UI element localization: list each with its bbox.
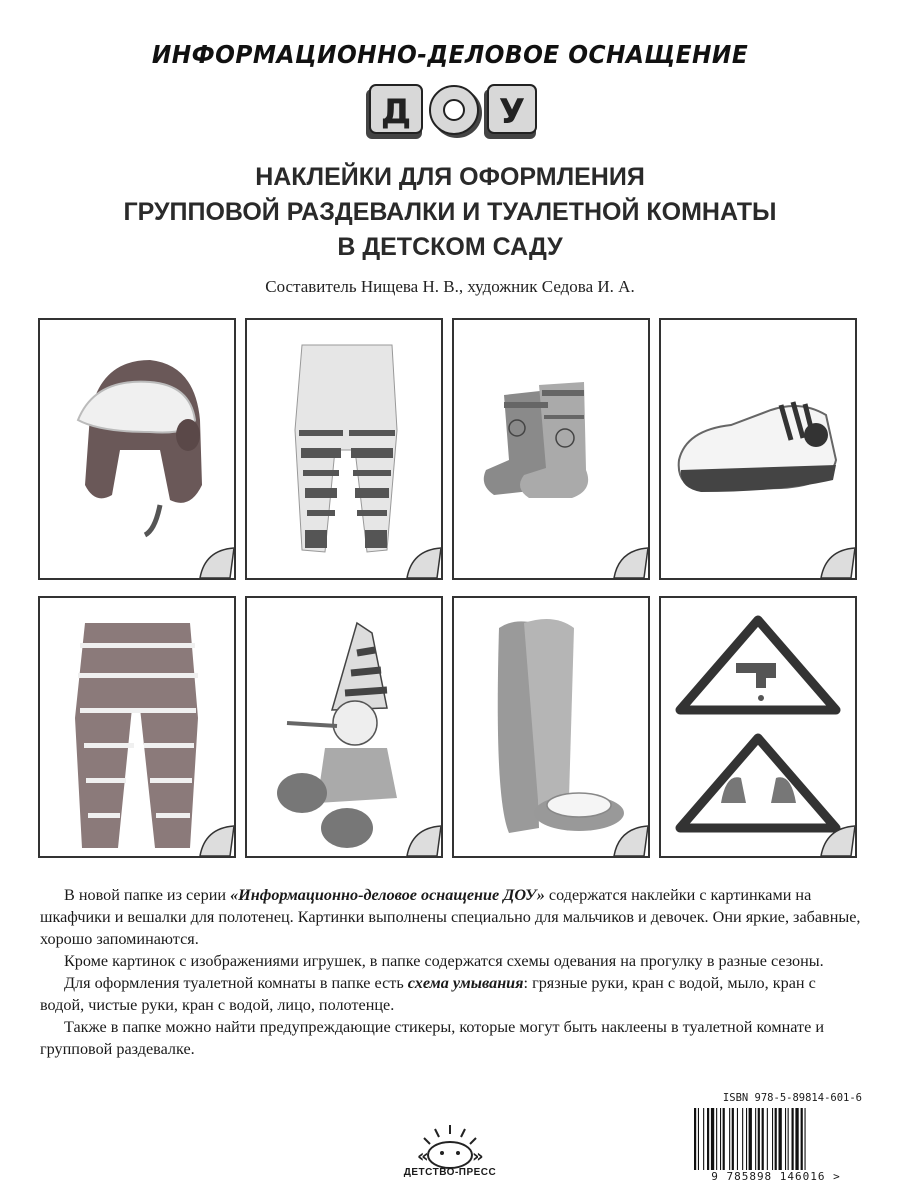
hat-icon bbox=[40, 320, 234, 578]
pinocchio-doll-icon bbox=[247, 598, 441, 856]
description-paragraph-4: Также в папке можно найти предупреждающие стикеры, которые могут быть наклеены в туалетной комнате и групповой раздевалке. bbox=[40, 1018, 824, 1058]
sticker-socks bbox=[452, 318, 650, 580]
title-line-3: В ДЕТСКОМ САДУ bbox=[337, 233, 563, 261]
title-line-2: ГРУППОВОЙ РАЗДЕВАЛКИ И ТУАЛЕТНОЙ КОМНАТЫ bbox=[123, 198, 777, 226]
sticker-pants bbox=[38, 596, 236, 858]
barcode bbox=[690, 1108, 862, 1170]
isbn: ISBN 978-5-89814-601-6 bbox=[722, 1092, 862, 1104]
svg-text:«: « bbox=[417, 1146, 429, 1167]
series-name-emphasis: «Информационно-деловое оснащение ДОУ» bbox=[230, 886, 545, 904]
page-title bbox=[0, 160, 900, 265]
series-title: ИНФОРМАЦИОННО-ДЕЛОВОЕ ОСНАЩЕНИЕ bbox=[151, 40, 749, 69]
svg-text:Д: Д bbox=[380, 92, 412, 132]
description bbox=[40, 884, 862, 1060]
sticker-hat bbox=[38, 318, 236, 580]
sneakers-icon bbox=[661, 320, 855, 578]
title-line-1: НАКЛЕЙКИ ДЛЯ ОФОРМЛЕНИЯ bbox=[255, 163, 645, 191]
towel-soap-icon bbox=[454, 598, 648, 856]
washing-scheme-emphasis: схема умывания bbox=[407, 974, 524, 992]
sticker-warning-signs bbox=[659, 596, 857, 858]
pants-icon bbox=[40, 598, 234, 856]
barcode-digits: 9 785898 146016 > bbox=[711, 1170, 841, 1183]
socks-icon bbox=[454, 320, 648, 578]
sticker-sneakers bbox=[659, 318, 857, 580]
credits: Составитель Нищева Н. В., художник Седова И. А. bbox=[265, 277, 635, 296]
svg-text:У: У bbox=[498, 92, 526, 132]
dou-logo bbox=[362, 83, 540, 141]
sticker-towel-soap bbox=[452, 596, 650, 858]
sticker-pinocchio bbox=[245, 596, 443, 858]
sticker-tights bbox=[245, 318, 443, 580]
description-paragraph-1: В новой папке из серии «Информационно-деловое оснащение ДОУ» содержатся наклейки с картинками на шкафчики и вешалки для полотенец. Картинки выполнены специально для мальчиков и девочек. Они яркие, забавные, хорошо запоминаются. bbox=[40, 886, 861, 948]
svg-text:»: » bbox=[472, 1146, 484, 1167]
description-paragraph-2: Кроме картинок с изображениями игрушек, в папке содержатся схемы одевания на прогулку в разные сезоны. bbox=[64, 952, 824, 970]
description-paragraph-3: Для оформления туалетной комнаты в папке есть схема умывания: грязные руки, кран с водой, мыло, кран с водой, чистые руки, кран с водой, лицо, полотенце. bbox=[40, 974, 816, 1014]
tights-icon bbox=[247, 320, 441, 578]
publisher-name: ДЕТСТВО-ПРЕСС bbox=[403, 1167, 497, 1178]
publisher-logo bbox=[390, 1120, 510, 1190]
warning-signs-icon bbox=[661, 598, 855, 856]
